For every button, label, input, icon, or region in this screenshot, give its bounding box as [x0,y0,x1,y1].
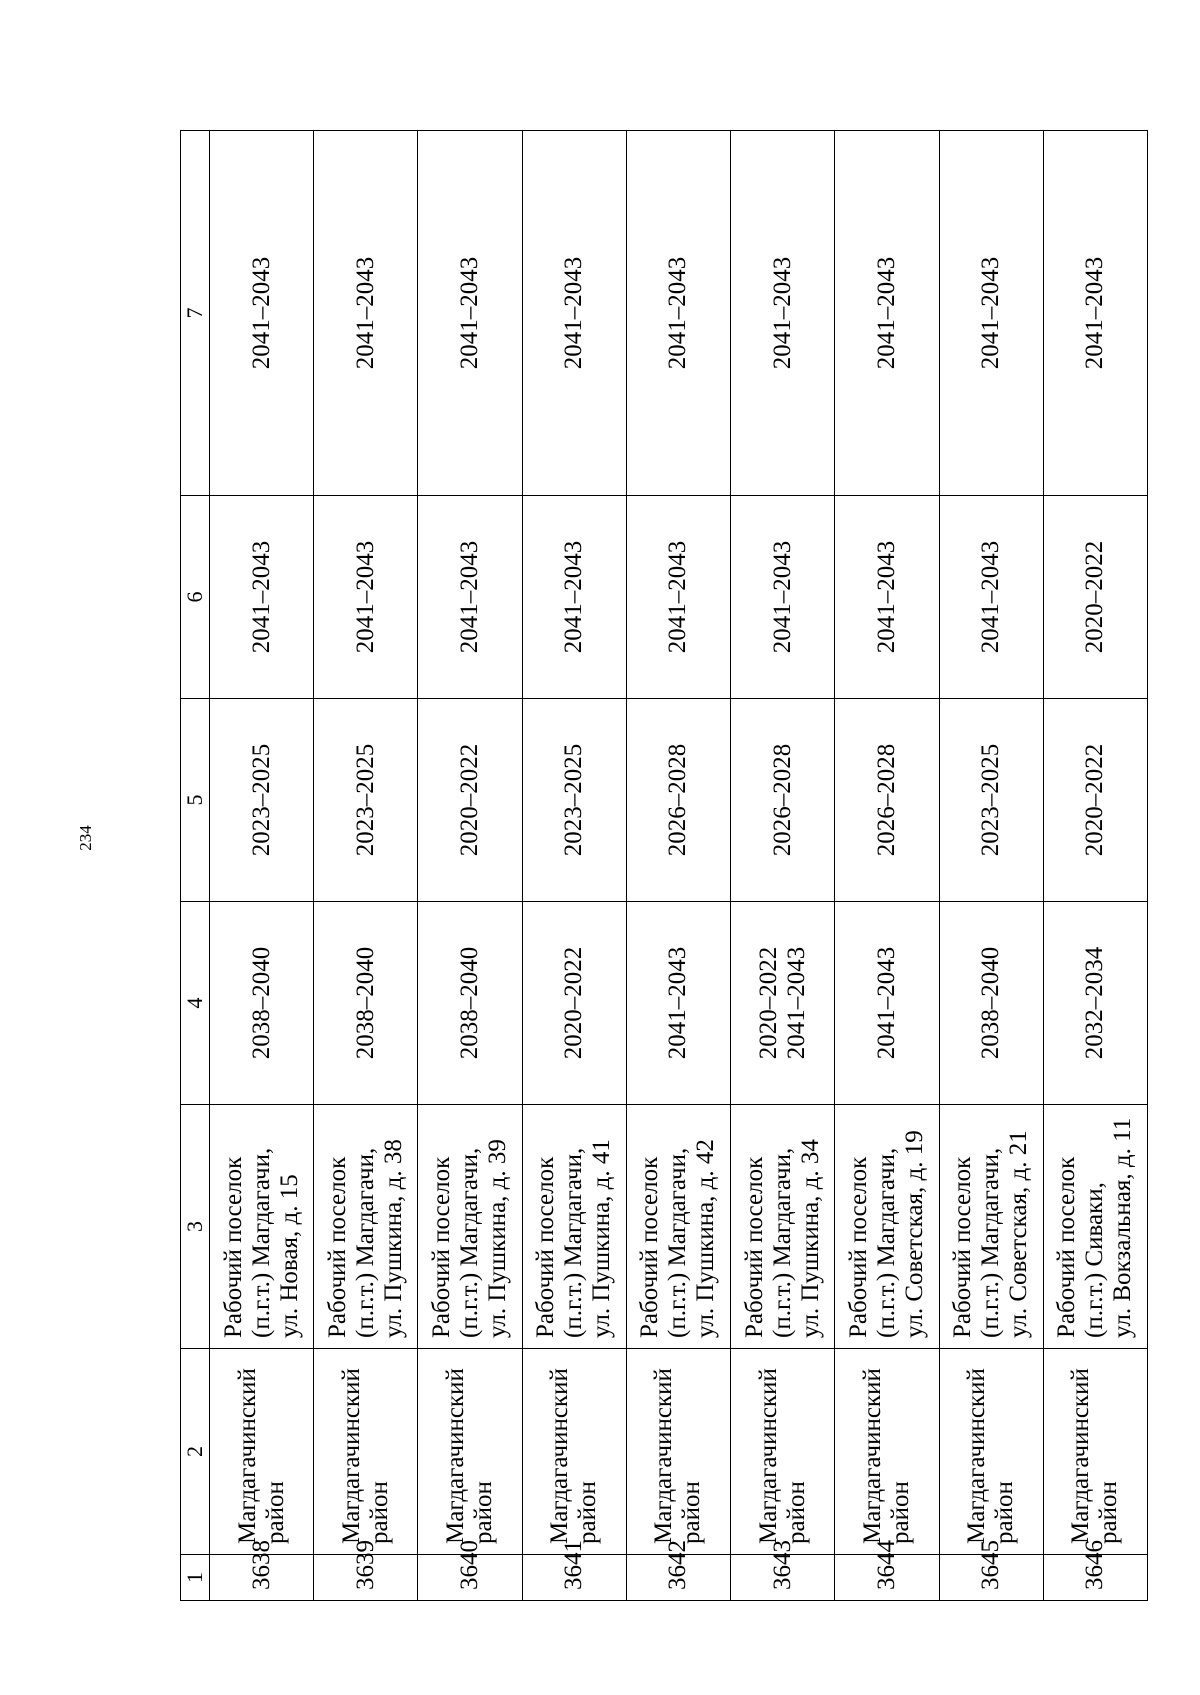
district-line: район [470,1481,498,1544]
period-cell-col6: 2041–2043 [314,496,418,699]
district-cell [314,1349,418,1555]
period-cell-col4 [314,902,418,1105]
district-line: Магдагачинский [233,1368,261,1544]
period-cell-col4 [210,902,314,1105]
table-row [1043,131,1147,1601]
period-cell-col5: 2023–2025 [314,699,418,902]
table-row [835,131,939,1601]
address-line: (п.г.т.) Магдагачи, [664,1147,692,1338]
period-line: 2041–2043 [664,946,692,1060]
address-line: ул. Новая, д. 15 [275,1174,303,1338]
period-cell-col5: 2023–2025 [210,699,314,902]
column-header: 4 [181,902,210,1105]
period-line: 2038–2040 [351,946,379,1060]
district-line: район [1095,1481,1123,1544]
address-line: (п.г.т.) Магдагачи, [351,1147,379,1338]
address-cell [731,1105,835,1349]
district-line: район [365,1481,393,1544]
page-number: 234 [76,825,95,851]
table-row [939,131,1043,1601]
period-cell-col4 [939,902,1043,1105]
district-line: Магдагачинский [546,1368,574,1544]
address-line: Рабочий поселок [1053,1156,1081,1338]
address-line: Рабочий поселок [532,1156,560,1338]
rotated-table-container [180,131,1148,1601]
period-line: 2038–2040 [456,946,484,1060]
district-line: Магдагачинский [754,1368,782,1544]
period-cell-col6: 2041–2043 [731,496,835,699]
period-cell-col6: 2020–2022 [1043,496,1147,699]
period-cell-col4 [731,902,835,1105]
address-line: Рабочий поселок [323,1156,351,1338]
period-cell-col5: 2026–2028 [731,699,835,902]
address-line: Рабочий поселок [219,1156,247,1338]
period-cell-col7: 2041–2043 [522,131,626,496]
district-line: район [886,1481,914,1544]
period-cell-col7: 2041–2043 [731,131,835,496]
period-cell-col4 [418,902,522,1105]
period-cell-col5: 2023–2025 [939,699,1043,902]
row-number-cell: 3638 [210,1555,314,1601]
period-line: 2041–2043 [782,946,810,1060]
table-row [418,131,522,1601]
period-cell-col7: 2041–2043 [210,131,314,496]
district-line: Магдагачинский [337,1368,365,1544]
period-cell-col4 [626,902,730,1105]
district-cell [418,1349,522,1555]
table-row [731,131,835,1601]
address-line: Рабочий поселок [844,1156,872,1338]
period-cell-col4 [1043,902,1147,1105]
address-line: ул. Пушкина, д. 38 [379,1139,407,1338]
column-header: 3 [181,1105,210,1349]
district-cell [939,1349,1043,1555]
address-line: ул. Пушкина, д. 39 [484,1139,512,1338]
column-header: 6 [181,496,210,699]
address-line: ул. Пушкина, д. 42 [692,1139,720,1338]
period-line: 2020–2022 [560,946,588,1060]
period-cell-col4 [835,902,939,1105]
district-cell [731,1349,835,1555]
address-line: (п.г.т.) Магдагачи, [768,1147,796,1338]
row-number-cell: 3639 [314,1555,418,1601]
data-table [180,130,1148,1601]
address-line: ул. Пушкина, д. 41 [588,1139,616,1338]
address-line: (п.г.т.) Магдагачи, [560,1147,588,1338]
table-row [626,131,730,1601]
address-line: ул. Вокзальная, д. 11 [1109,1117,1137,1338]
period-cell-col7: 2041–2043 [835,131,939,496]
district-cell [835,1349,939,1555]
address-line: (п.г.т.) Сиваки, [1081,1182,1109,1338]
period-cell-col5: 2026–2028 [626,699,730,902]
address-line: (п.г.т.) Магдагачи, [247,1147,275,1338]
district-line: Магдагачинский [650,1368,678,1544]
period-line: 2041–2043 [872,946,900,1060]
district-line: район [782,1481,810,1544]
district-line: Магдагачинский [963,1368,991,1544]
table-row [522,131,626,1601]
address-cell [835,1105,939,1349]
district-line: район [261,1481,289,1544]
period-cell-col6: 2041–2043 [939,496,1043,699]
address-line: Рабочий поселок [949,1156,977,1338]
period-line: 2032–2034 [1081,946,1109,1060]
period-line: 2020–2022 [754,946,782,1060]
table-row [210,131,314,1601]
district-line: Магдагачинский [442,1368,470,1544]
period-cell-col6: 2041–2043 [835,496,939,699]
row-number-cell: 3645 [939,1555,1043,1601]
period-cell-col6: 2041–2043 [418,496,522,699]
row-number-cell: 3643 [731,1555,835,1601]
period-cell-col6: 2041–2043 [626,496,730,699]
district-line: район [991,1481,1019,1544]
period-cell-col5: 2020–2022 [418,699,522,902]
district-line: район [574,1481,602,1544]
period-cell-col7: 2041–2043 [626,131,730,496]
period-cell-col5: 2023–2025 [522,699,626,902]
period-cell-col5: 2020–2022 [1043,699,1147,902]
period-cell-col7: 2041–2043 [939,131,1043,496]
column-header: 2 [181,1349,210,1555]
address-cell [1043,1105,1147,1349]
address-line: (п.г.т.) Магдагачи, [977,1147,1005,1338]
period-line: 2038–2040 [977,946,1005,1060]
district-line: Магдагачинский [1067,1368,1095,1544]
period-cell-col6: 2041–2043 [522,496,626,699]
address-cell [314,1105,418,1349]
address-cell [210,1105,314,1349]
period-cell-col5: 2026–2028 [835,699,939,902]
address-cell [418,1105,522,1349]
column-header: 5 [181,699,210,902]
row-number-cell: 3646 [1043,1555,1147,1601]
row-number-cell: 3644 [835,1555,939,1601]
address-line: Рабочий поселок [428,1156,456,1338]
row-number-cell: 3642 [626,1555,730,1601]
district-cell [1043,1349,1147,1555]
district-cell [522,1349,626,1555]
row-number-cell: 3641 [522,1555,626,1601]
row-number-cell: 3640 [418,1555,522,1601]
address-cell [522,1105,626,1349]
address-line: (п.г.т.) Магдагачи, [872,1147,900,1338]
period-cell-col7: 2041–2043 [418,131,522,496]
header-row [181,131,210,1601]
address-cell [626,1105,730,1349]
district-line: район [678,1481,706,1544]
address-line: ул. Советская, д. 19 [900,1130,928,1338]
period-line: 2038–2040 [247,946,275,1060]
address-cell [939,1105,1043,1349]
period-cell-col7: 2041–2043 [1043,131,1147,496]
district-line: Магдагачинский [858,1368,886,1544]
address-line: (п.г.т.) Магдагачи, [456,1147,484,1338]
address-line: ул. Советская, д. 21 [1005,1130,1033,1338]
district-cell [210,1349,314,1555]
district-cell [626,1349,730,1555]
column-header: 1 [181,1555,210,1601]
table-body [210,131,1148,1601]
address-line: Рабочий поселок [740,1156,768,1338]
column-header: 7 [181,131,210,496]
address-line: Рабочий поселок [636,1156,664,1338]
period-cell-col6: 2041–2043 [210,496,314,699]
period-cell-col4 [522,902,626,1105]
table-row [314,131,418,1601]
period-cell-col7: 2041–2043 [314,131,418,496]
address-line: ул. Пушкина, д. 34 [796,1139,824,1338]
